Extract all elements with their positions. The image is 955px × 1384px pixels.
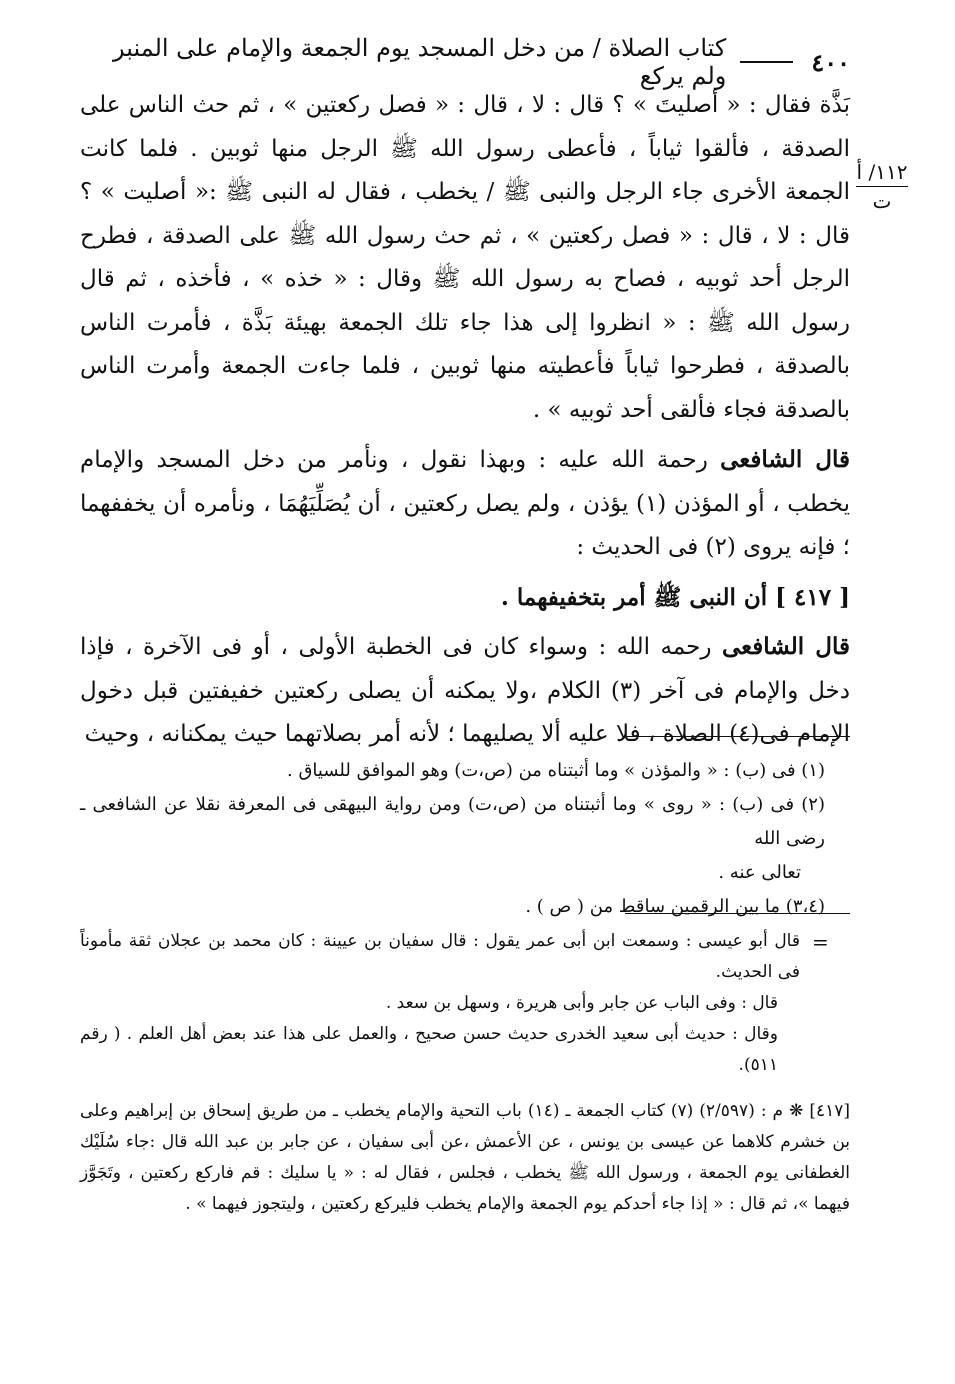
speaker-label: قال الشافعى bbox=[721, 633, 851, 660]
footnote-3-4: (٣،٤) ما بين الرقمين ساقط من ( ص ) . bbox=[525, 896, 825, 917]
header-rule bbox=[740, 61, 793, 63]
note-line-1: قال أبو عيسى : وسمعت ابن أبى عمر يقول : قال سفيان بن عيينة : كان محمد بن عجلان ثقة مأموناً فى الحديث. bbox=[80, 931, 800, 982]
hadith-417: [ ٤١٧ ] أن النبى ﷺ أمر بتخفيفهما . bbox=[500, 583, 850, 611]
page-number: ٤٠٠ bbox=[811, 47, 850, 77]
continuation-mark: = bbox=[812, 930, 829, 954]
paragraph-shafii-1 bbox=[80, 438, 850, 570]
main-text bbox=[80, 84, 850, 757]
footnote-2: (٢) فى (ب) : « روى » وما أثبتناه من (ص،ت) ومن رواية البيهقى فى المعرفة نقلا عن الشافعى ـ رضى الله bbox=[80, 794, 825, 849]
page-header bbox=[80, 34, 850, 90]
footnote-2-cont: تعالى عنه . bbox=[718, 862, 801, 883]
paragraph-hadith-text: بَذَّة فقال : « أصليتَ » ؟ قال : لا ، قال : « فصل ركعتين » ، ثم حث الناس على الصدقة ، فألقوا ثياباً ، فأعطى رسول الله ﷺ الرجل منها ثوبين . فلما كانت الجمعة الأخرى جاء الرجل والنبى ﷺ / يخطب ، فقال له النبى ﷺ :« أصليت » ؟ قال : لا ، قال : « فصل ركعتين » ، ثم حث رسول الله ﷺ على الصدقة ، فطرح الرجل أحد ثوبيه ، فصاح به رسول الله ﷺ وقال : « خذه » ، فأخذه ، ثم قال رسول الله ﷺ : « انظروا إلى هذا جاء تلك الجمعة بهيئة بَذَّة ، فأمرت الناس بالصدقة ، فطرحوا ثياباً فأعطيته منها ثوبين ، فلما جاءت الجمعة وأمرت الناس بالصدقة فجاء فألقى أحد ثوبيه » . bbox=[80, 92, 850, 423]
footnote-1: (١) فى (ب) : « والمؤذن » وما أثبتناه من (ص،ت) وهو الموافق للسياق . bbox=[287, 760, 825, 781]
paragraph-body: رحمه الله : وسواء كان فى الخطبة الأولى ، أو فى الآخرة ، فإذا دخل والإمام فى آخر (٣) الكلام ،ولا يمكنه أن يصلى ركعتين خفيفتين قبل دخول الإمام فى(٤) الصلاة ، فلا عليه ألا يصليهما ؛ لأنه أمر بصلاتهما حيث يمكنانه ، وحيث bbox=[80, 634, 850, 747]
takhrij-417 bbox=[80, 1096, 850, 1220]
footnote-separator bbox=[625, 736, 850, 737]
note-417: [٤١٧] ❋ م : (٢/٥٩٧) (٧) كتاب الجمعة ـ (١٤) باب التحية والإمام يخطب ـ من طريق إسحاق بن إبراهيم وعلى بن خشرم كلاهما عن عيسى بن يونس ، عن الأعمش ،عن أبى سفيان ، عن جابر بن عبد الله قال :جاء سُلَيْك الغطفانى يوم الجمعة ، ورسول الله ﷺ يخطب ، فجلس ، فقال له : « يا سليك : قم فاركع ركعتين ، وتَجَوَّز فيهما »، ثم قال : « إذا جاء أحدكم يوم الجمعة والإمام يخطب فليركع ركعتين ، وليتجوز فيهما » . bbox=[80, 1101, 851, 1214]
speaker-label: قال الشافعى bbox=[720, 446, 851, 473]
editor-footnotes bbox=[80, 754, 825, 924]
manuscript-folio-note bbox=[852, 160, 912, 213]
note-line-2: قال : وفى الباب عن جابر وأبى هريرة ، وسهل بن سعد . bbox=[385, 993, 778, 1013]
folio-rule bbox=[856, 186, 908, 187]
notes-separator bbox=[625, 913, 850, 914]
note-line-3: وقال : حديث أبى سعيد الخدرى حديث حسن صحيح ، والعمل على هذا عند بعض أهل العلم . ( رقم ٥١١). bbox=[80, 1024, 778, 1075]
folio-manuscript-letter: ت bbox=[872, 189, 892, 213]
paragraph-body: رحمة الله عليه : وبهذا نقول ، ونأمر من دخل المسجد والإمام يخطب ، أو المؤذن (١) يؤذن ، ولم يصل ركعتين ، أن يُصَلِّيَهُمَا ، ونأمره أن يخففهما ؛ فإنه يروى (٢) فى الحديث : bbox=[80, 447, 850, 560]
running-title: كتاب الصلاة / من دخل المسجد يوم الجمعة والإمام على المنبر ولم يركع bbox=[112, 34, 727, 90]
folio-number: ١١٢/ أ bbox=[856, 160, 908, 184]
takhrij-notes bbox=[80, 926, 800, 1081]
